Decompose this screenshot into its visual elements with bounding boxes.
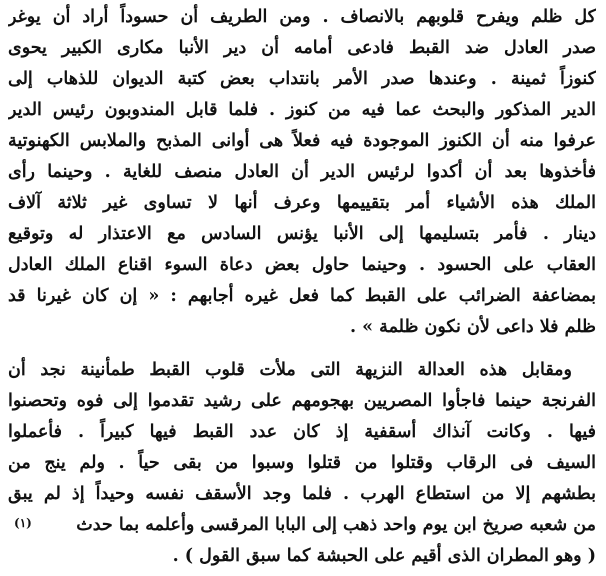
text-line: العقاب على الحسود . وحينما حاول بعض دعاة السوء اقناع الملك العادل: [8, 255, 596, 275]
text-line: ومقابل هذه العدالة النزيهة التى ملأت قلوب القبط طمأنينة نجد أن: [8, 360, 572, 380]
text-line: الملك هذه الأشياء أمر بتقييمها وعرف أنها لا تساوى غير ثلاثة آلاف: [8, 193, 596, 213]
text-line: كل ظلم ويفرح قلوبهم بالانصاف . ومن الطريف أن حسوداً أراد أن يوغر: [8, 7, 596, 27]
text-line: الدير المذكور والبحث عما فيه من كنوز . فلما قابل المندوبون رئيس الدير: [8, 100, 596, 120]
text-line: ( وهو المطران الذى أقيم على الحبشة كما سبق القول ) .: [172, 546, 596, 566]
text-line: ظلم فلا داعى لأن نكون ظلمة » .: [349, 317, 596, 337]
text-line: بمضاعفة الضرائب على القبط كما فعل غيره أجابهم : « إن كان غيرنا قد: [8, 286, 596, 306]
text-line: السيف فى الرقاب وقتلوا من قتلوا وسبوا من بقى حياً . ولم ينج من: [8, 453, 596, 473]
text-line: بطشهم إلا من استطاع الهرب . فلما وجد الأسقف نفسه وحيداً إذ لم يبق: [8, 484, 596, 504]
text-line: الفرنجة حينما فاجأوا المصريين بهجومهم على رشيد تقدموا إلى فوه وتحصنوا: [8, 391, 596, 411]
text-line: دينار . فأمر بتسليمها إلى الأنبا يؤنس السادس مع الاعتذار له وتوقيع: [8, 224, 596, 244]
text-line: كنوزاً ثمينة . وعندها صدر الأمر بانتداب بعض كتبة الديوان للذهاب إلى: [8, 69, 596, 89]
text-line: عرفوا منه أن الكنوز الموجودة فيه فعلاً هى أوانى المذبح والملابس الكهنوتية: [8, 131, 596, 151]
text-line: صدر العادل ضد القبط فادعى أمامه أن دير الأنبا مكارى الكبير يحوى: [8, 38, 596, 58]
document-page: [8, 2, 596, 572]
text-line: فيها . وكانت آنذاك أسقفية إذ كان عدد القبط فيها كبيراً . فأعملوا: [8, 422, 596, 442]
text-line: من شعبه صريخ ابن يوم واحد ذهب إلى البابا المرقسى وأعلمه بما حدث: [76, 515, 596, 535]
footnote-marker: (١): [14, 516, 32, 530]
text-line: فأخذوها بعد أن أكدوا لرئيس الدير أن العادل منصف للغاية . وحينما رأى: [8, 162, 596, 182]
